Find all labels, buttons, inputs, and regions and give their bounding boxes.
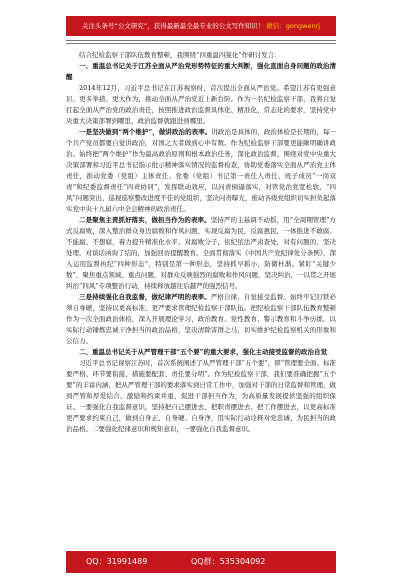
top-divider xyxy=(66,40,336,41)
top-divider-thin xyxy=(66,43,336,44)
intro-paragraph: 结合纪检监察干部队伍教育整顿，我围绕“四重温四强化”作研讨发言： xyxy=(79,51,281,59)
qq-contact: QQ：31991489 xyxy=(86,557,148,566)
body-paragraph: 习近平总书记视察江苏时，首次系统阐述了从严管理干部“五个要”，即“管理要全面、标准要严格、环节要衔接、措施要配套、责任要分明”。作为纪检监察干部，我们要准确把握“五个要”的丰富内涵，把从严管理干部的要求落实到日常工作中，加强对干部的日常监督和管理，做到严管和厚爱结合、激励和约束并重，促进干部担当作为，为高质量发展提供坚强的组织保证。一要强化自我监督意识，坚持把自己摆进去、把职责摆进去、把工作摆进去，以更高标准更严要求约束自己，做到自身正、自身硬、自身净，用实际行动诠释对党忠诚、为民担当的政治品格。二要强化纪律意识和规矩意识，一要强化自我监督意识。 xyxy=(66,359,336,433)
qq-group-contact: QQ群：535304092 xyxy=(191,557,266,566)
contact-footer xyxy=(66,551,336,573)
body-paragraph: 讲政治是具体的，政治体检是长期的，每一个共产党员都要自觉讲政治，对国之大者做到心中有数。作为纪检监察干部要更能瞅明确讲政治。始终把“两个维护”作为最高政治原则和根本政治任务，深化政治监督，围绕对党中央重大决策部署和习近平总书记指示批示精神落实情况的监督检查，协助党委落实全面从严治党主体责任，推动党委（党组）主体责任、党委（党组）书记第一责任人责任、班子成员“一岗双责”和纪委监督责任“四责协同”，发挥联动效应，以问责倒逼落实，对管党治党宽松软、“四风”问题突出、巡视巡察整改进度不佳的党组织，坚决问责曝光，推动各级党组织切实担负起落实党中央十九届六中全会精神的政治责任。 xyxy=(66,128,337,213)
subheading-1-3: 三是持续强化自我监督，做纪律严明的表率。 xyxy=(79,293,211,301)
promo-text: 关注头条号“公文研究”，获得最新最全最专业的公文写作知识！ xyxy=(81,22,265,30)
subheading-1-2: 二是聚焦主责抓好落实，做担当作为的表率。 xyxy=(79,216,211,224)
document-body xyxy=(66,50,336,435)
wechat-link[interactable]: 微信：gongwenrj xyxy=(266,22,321,30)
body-paragraph: 严格自律，自觉接受监督。始终牢记打铁必须自身硬，坚持以更高标准、更严要求管理纪检监察干部队伍。把纪检监察干部队伍教育整顿作为一次全面政治体检，深入开展理论学习、政治教育、党性教育、警示教育和斗争历练，以实际行动锤炼忠诚干净担当的政治品格，坚决清除害群之马，切实维护纪检监察机关的形象和公信力。 xyxy=(66,293,337,345)
section-heading-2: 二、重温总书记关于从严管理干部“五个要”的重大要求，强化主动接受监督的政治自觉 xyxy=(79,348,327,356)
subheading-1-1: 一是坚决做到“两个维护”，做讲政治的表率。 xyxy=(79,128,212,136)
promo-banner xyxy=(66,16,336,36)
section-heading-1: 一、重温总书记关于江苏全面从严治党形势特征的重大判断，强化直面自身问题的政治清醒 xyxy=(66,62,336,81)
body-paragraph: 2014年12月，习近平总书记在江苏视察时，首次提出全面从严治党。希望江苏有更强意识、更多举措、更大作为，推动全面从严治党近上新台阶。作为一名纪检监察干部，我将自觉扛起全面从严治党的政治责任，按照推进政治监督具体化、精准化、常态化的要求，坚持党中央重大决策部署到哪里，政治监督就跟进到哪里。 xyxy=(66,84,336,125)
body-paragraph: 坚持严的主基调不动摇，用“全周期管理”方式反腐败，深入整治群众身边腐败和作风问题，实现反腐为民，反腐惠民，一体推进不敢腐、不能腐、不想腐，着力提升精准化水平。对腐败分子，依纪依法严肃查处，对有问题的，坚决处理，对谈话函询了结的，加强回访提醒教育。全面贯彻落实《中国共产党纪律处分条例》，深入运用监督执纪“四种形态”，特别是第一种形态，坚持抓早抓小，防微杜渐。紧盯“关键少数”，聚焦重点领域、重点问题，对群众反映强烈的腐败和作风问题，坚决纠治，一以贯之开展纠治“四风”专项整治行动，持续释放越往后越严的强烈信号。 xyxy=(66,216,336,290)
